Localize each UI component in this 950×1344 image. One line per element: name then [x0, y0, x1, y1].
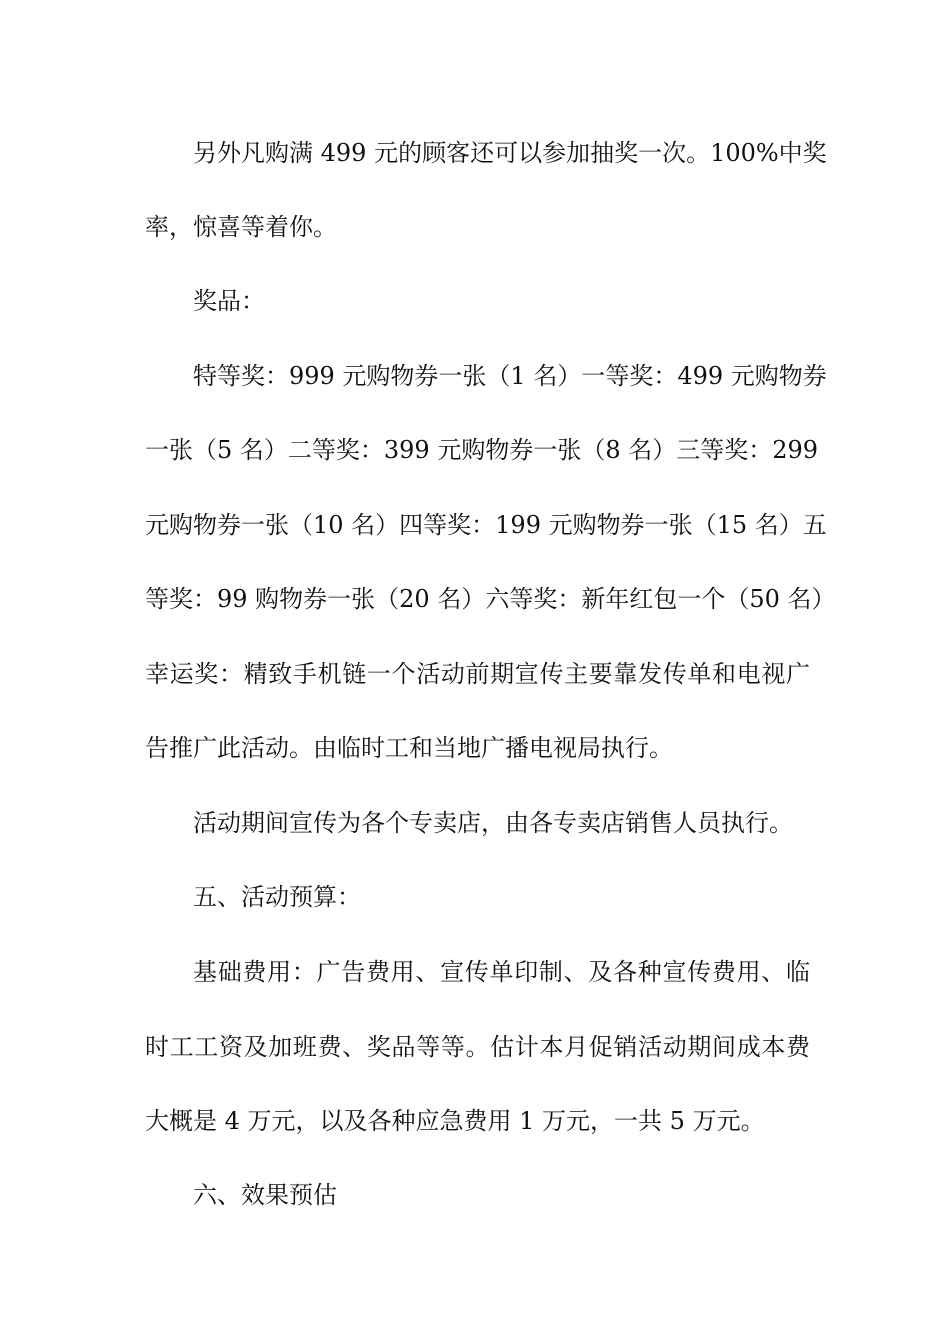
paragraph-line: 活动期间宣传为各个专卖店，由各专卖店销售人员执行。: [193, 809, 793, 837]
paragraph-line: 一张（5 名）二等奖：399 元购物券一张（8 名）三等奖：299: [145, 436, 819, 464]
section-label: 奖品：: [193, 287, 265, 315]
paragraph-line: 幸运奖：精致手机链一个活动前期宣传主要靠发传单和电视广: [145, 660, 810, 688]
paragraph-line: 时工工资及加班费、奖品等等。估计本月促销活动期间成本费: [145, 1033, 810, 1061]
paragraph-line: 另外凡购满 499 元的顾客还可以参加抽奖一次。100%中奖: [193, 139, 827, 167]
paragraph-line: 基础费用：广告费用、宣传单印制、及各种宣传费用、临: [193, 958, 810, 986]
paragraph-line: 告推广此活动。由临时工和当地广播电视局执行。: [145, 734, 673, 762]
section-heading: 六、效果预估: [193, 1181, 337, 1209]
paragraph-line: 元购物券一张（10 名）四等奖：199 元购物券一张（15 名）五: [145, 511, 827, 539]
paragraph-line: 率，惊喜等着你。: [145, 213, 337, 241]
paragraph-line: 特等奖：999 元购物券一张（1 名）一等奖：499 元购物券: [193, 362, 827, 390]
paragraph-line: 等奖：99 购物券一张（20 名）六等奖：新年红包一个（50 名）: [145, 585, 836, 613]
paragraph-line: 大概是 4 万元，以及各种应急费用 1 万元，一共 5 万元。: [145, 1107, 765, 1135]
section-heading: 五、活动预算：: [193, 883, 361, 911]
